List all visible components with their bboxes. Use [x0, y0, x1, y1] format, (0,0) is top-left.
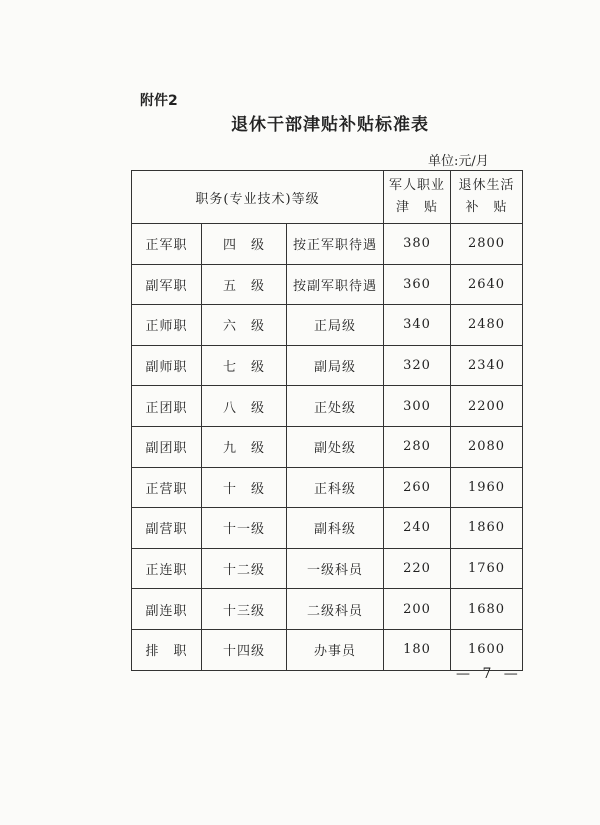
cell-level: 四 级 — [202, 224, 287, 265]
header-allowance-line2: 津 贴 — [395, 200, 438, 215]
table-row — [132, 264, 523, 305]
cell-rank: 副师职 — [132, 345, 202, 386]
unit-label: 单位:元/月 — [428, 154, 489, 169]
table-row — [132, 386, 523, 427]
cell-allowance: 220 — [384, 548, 451, 589]
cell-rank: 正团职 — [132, 386, 202, 427]
cell-allowance: 300 — [384, 386, 451, 427]
cell-equivalent: 二级科员 — [287, 589, 384, 630]
cell-level: 十三级 — [202, 589, 287, 630]
cell-equivalent: 副科级 — [287, 508, 384, 549]
cell-equivalent: 副处级 — [287, 426, 384, 467]
cell-rank: 副军职 — [132, 264, 202, 305]
cell-subsidy: 1680 — [451, 589, 523, 630]
cell-subsidy: 2200 — [451, 386, 523, 427]
cell-rank: 正军职 — [132, 224, 202, 265]
table-row — [132, 629, 523, 670]
table-row — [132, 426, 523, 467]
cell-equivalent: 正处级 — [287, 386, 384, 427]
cell-rank: 副连职 — [132, 589, 202, 630]
table-row — [132, 508, 523, 549]
table-row — [132, 224, 523, 265]
table-row — [132, 345, 523, 386]
cell-level: 六 级 — [202, 305, 287, 346]
cell-rank: 副营职 — [132, 508, 202, 549]
cell-equivalent: 正科级 — [287, 467, 384, 508]
table-row — [132, 305, 523, 346]
cell-level: 九 级 — [202, 426, 287, 467]
attachment-label: 附件2 — [140, 93, 178, 109]
cell-level: 十二级 — [202, 548, 287, 589]
table-row — [132, 548, 523, 589]
cell-allowance: 320 — [384, 345, 451, 386]
cell-equivalent: 正局级 — [287, 305, 384, 346]
cell-allowance: 200 — [384, 589, 451, 630]
cell-allowance: 340 — [384, 305, 451, 346]
cell-subsidy: 1960 — [451, 467, 523, 508]
cell-equivalent: 副局级 — [287, 345, 384, 386]
cell-subsidy: 2340 — [451, 345, 523, 386]
cell-level: 七 级 — [202, 345, 287, 386]
cell-allowance: 360 — [384, 264, 451, 305]
cell-allowance: 280 — [384, 426, 451, 467]
cell-rank: 正营职 — [132, 467, 202, 508]
cell-equivalent: 按副军职待遇 — [287, 264, 384, 305]
cell-equivalent: 一级科员 — [287, 548, 384, 589]
header-allowance — [384, 171, 451, 224]
cell-rank: 排 职 — [132, 629, 202, 670]
cell-subsidy: 2800 — [451, 224, 523, 265]
header-grade: 职务(专业技术)等级 — [132, 171, 384, 224]
header-subsidy — [451, 171, 523, 224]
cell-level: 十 级 — [202, 467, 287, 508]
cell-rank: 副团职 — [132, 426, 202, 467]
cell-level: 八 级 — [202, 386, 287, 427]
cell-allowance: 180 — [384, 629, 451, 670]
cell-level: 十四级 — [202, 629, 287, 670]
page-number: — 7 — — [456, 666, 522, 682]
cell-subsidy: 2640 — [451, 264, 523, 305]
cell-subsidy: 2480 — [451, 305, 523, 346]
cell-allowance: 260 — [384, 467, 451, 508]
cell-allowance: 240 — [384, 508, 451, 549]
page-title: 退休干部津贴补贴标准表 — [231, 115, 429, 135]
cell-level: 十一级 — [202, 508, 287, 549]
cell-level: 五 级 — [202, 264, 287, 305]
header-subsidy-line1: 退休生活 — [458, 178, 515, 193]
header-subsidy-line2: 补 贴 — [465, 200, 508, 215]
allowance-table — [131, 170, 523, 671]
cell-subsidy: 1760 — [451, 548, 523, 589]
cell-rank: 正师职 — [132, 305, 202, 346]
cell-rank: 正连职 — [132, 548, 202, 589]
cell-allowance: 380 — [384, 224, 451, 265]
cell-equivalent: 办事员 — [287, 629, 384, 670]
header-allowance-line1: 军人职业 — [388, 178, 445, 193]
cell-subsidy: 1860 — [451, 508, 523, 549]
cell-subsidy: 1600 — [451, 629, 523, 670]
cell-subsidy: 2080 — [451, 426, 523, 467]
table-row — [132, 589, 523, 630]
cell-equivalent: 按正军职待遇 — [287, 224, 384, 265]
table-header-row — [132, 171, 523, 224]
table-row — [132, 467, 523, 508]
